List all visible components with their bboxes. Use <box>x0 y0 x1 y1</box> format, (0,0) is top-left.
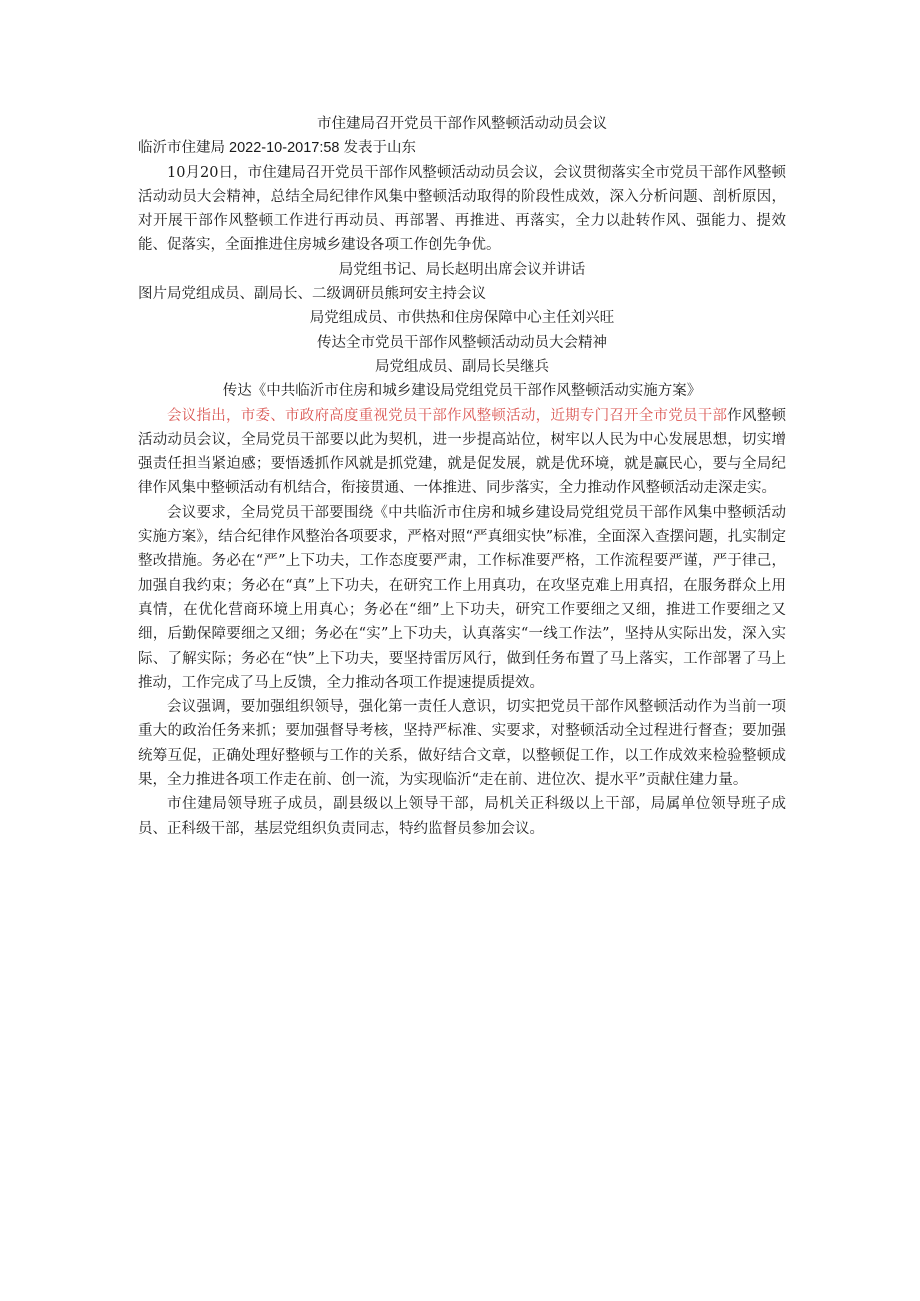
photo-caption: 局党组成员、市供热和住房保障中心主任刘兴旺 <box>309 310 615 327</box>
meeting-emphasis-paragraph: 会议强调，要加强组织领导，强化第一责任人意识，切实把党员干部作风整顿活动作为当前一项重大的政治任务来抓；要加强督导考核，坚持严标准、实要求，对整顿活动全过程进行督查；要加强统筹互促，正确处理好整顿与工作的关系，做好结合文章，以整顿促工作，以工作成效来检验整顿成果，全力推进各项工作走在前、创一流，为实现临沂“走在前、进位次、提水平”贡献住建力量。 <box>138 699 786 789</box>
attendees-paragraph: 市住建局领导班子成员，副县级以上领导干部，局机关正科级以上干部，局属单位领导班子成员、正科级干部，基层党组织负责同志，特约监督员参加会议。 <box>138 796 786 837</box>
paragraph-text: 作风整顿活动动员会议，全局党员干部要以此为契机，进一步提高站位，树牢以人民为中心发展思想，切实增强责任担当紧迫感；要悟透抓作风就是抓党建，就是促发展，就是优环境，就是赢民心，要与全局纪律作风集中整顿活动有机结合，衔接贯通、一体推进、同步落实，全力推动作风整顿活动走深走实。 <box>138 407 786 497</box>
highlighted-text: 会议指出，市委、市政府高度重视党员干部作风整顿活动，近期专门召开全市党员干部 <box>167 407 728 424</box>
photo-caption: 局党组成员、副局长吴继兵 <box>375 358 549 375</box>
article-body <box>138 112 786 841</box>
photo-caption: 传达《中共临沂市住房和城乡建设局党组党员干部作风整顿活动实施方案》 <box>222 383 702 400</box>
photo-caption: 局党组书记、局长赵明出席会议并讲话 <box>338 261 586 278</box>
photo-caption: 传达全市党员干部作风整顿活动动员大会精神 <box>317 334 607 351</box>
meeting-points-paragraph <box>138 404 786 501</box>
article-byline: 临沂市住建局 2022-10-2017:58 发表于山东 <box>138 140 417 157</box>
meeting-requirements-paragraph: 会议要求，全局党员干部要围绕《中共临沂市住房和城乡建设局党组党员干部作风集中整顿活动实施方案》，结合纪律作风整治各项要求，严格对照“严真细实快”标准，全面深入查摆问题，扎实制定整改措施。务必在“严”上下功夫，工作态度要严肃，工作标准要严格，工作流程要严谨，严于律己，加强自我约束；务必在“真”上下功夫，在研究工作上用真功，在攻坚克难上用真招，在服务群众上用真情，在优化营商环境上用真心；务必在“细”上下功夫，研究工作要细之又细，推进工作要细之又细，后勤保障要细之又细；务必在“实”上下功夫，认真落实“一线工作法”，坚持从实际出发，深入实际、了解实际；务必在“快”上下功夫，要坚持雷厉风行，做到任务布置了马上落实，工作部署了马上推动，工作完成了马上反馈，全力推动各项工作提速提质提效。 <box>138 504 786 691</box>
article-title: 市住建局召开党员干部作风整顿活动动员会议 <box>317 116 607 132</box>
intro-paragraph: 10月20日，市住建局召开党员干部作风整顿活动动员会议，会议贯彻落实全市党员干部作风整顿活动动员大会精神，总结全局纪律作风集中整顿活动取得的阶段性成效，深入分析问题、剖析原因，对开展干部作风整顿工作进行再动员、再部署、再推进、再落实，全力以赴转作风、强能力、提效能、促落实，全面推进住房城乡建设各项工作创先争优。 <box>138 164 786 254</box>
photo-caption: 图片局党组成员、副局长、二级调研员熊珂安主持会议 <box>138 286 486 303</box>
